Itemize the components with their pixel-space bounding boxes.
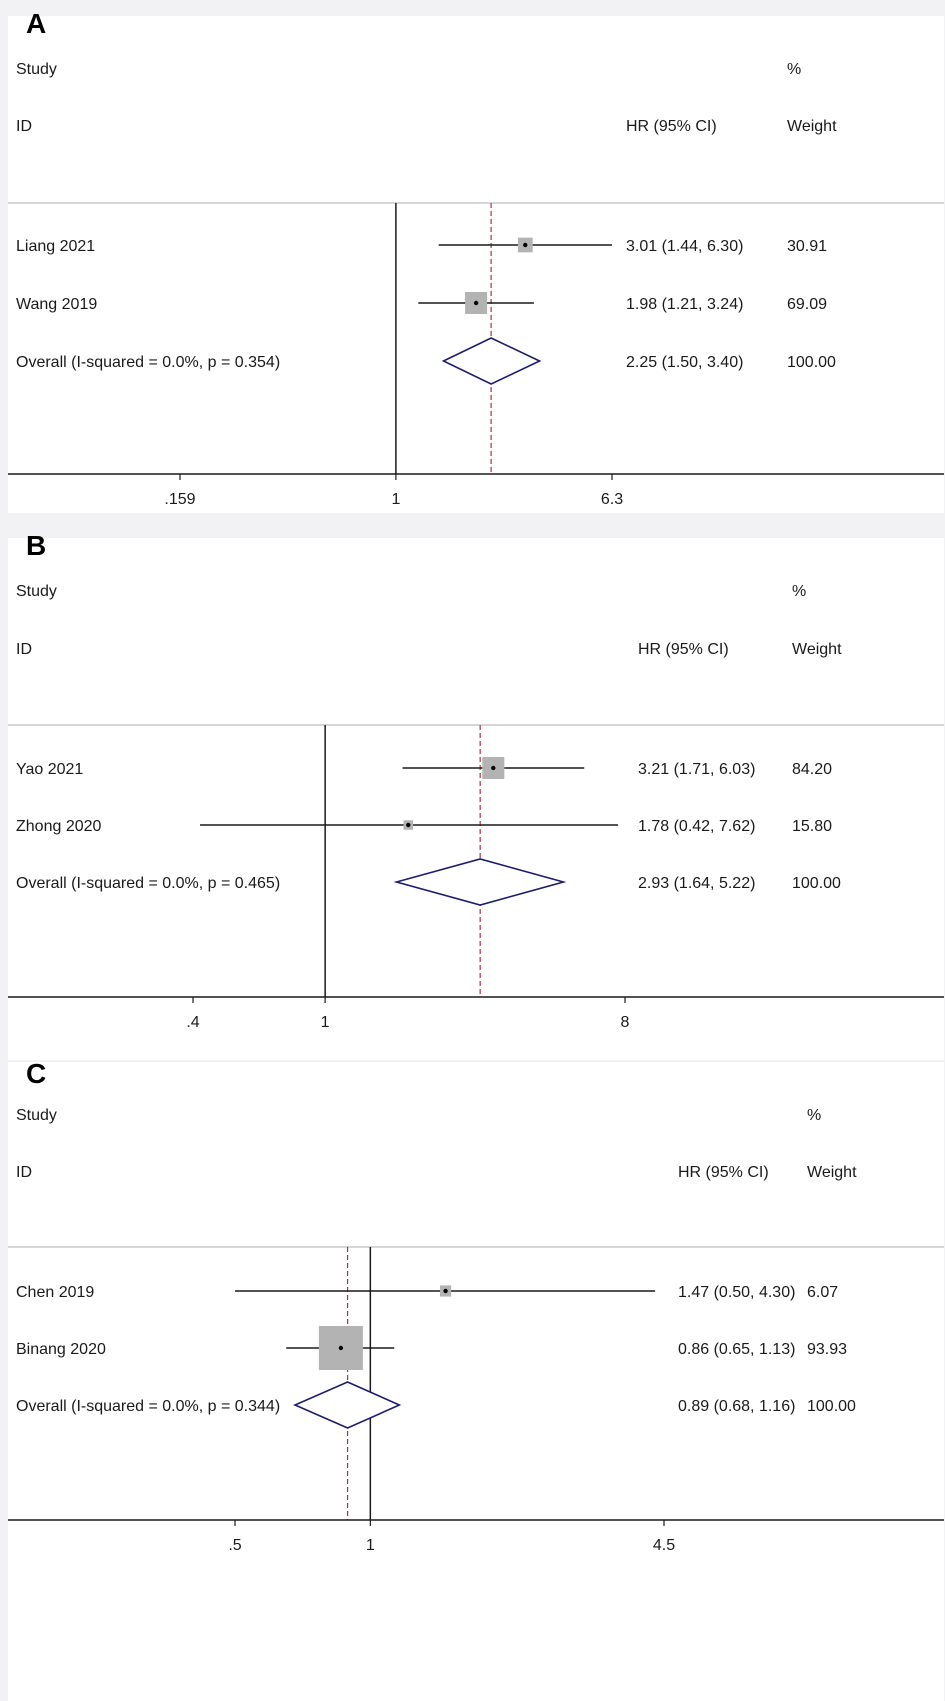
study-point-estimate — [339, 1346, 343, 1350]
panel-label: B — [26, 530, 47, 561]
overall-weight-text: 100.00 — [792, 875, 841, 892]
forest-plot-c — [8, 1062, 944, 1701]
x-tick-label: 8 — [620, 1014, 630, 1031]
header-id: ID — [16, 1164, 32, 1181]
study-ci-text: 1.98 (1.21, 3.24) — [626, 296, 744, 313]
study-weight-text: 15.80 — [792, 818, 833, 835]
header-percent: % — [792, 583, 807, 600]
study-name: Binang 2020 — [16, 1341, 106, 1358]
header-percent: % — [807, 1107, 822, 1124]
study-point-estimate — [443, 1289, 447, 1293]
study-ci-text: 3.01 (1.44, 6.30) — [626, 238, 744, 255]
study-weight-text: 84.20 — [792, 761, 833, 778]
x-tick-label: 6.3 — [600, 491, 624, 508]
header-study: Study — [16, 61, 57, 78]
header-effect: HR (95% CI) — [638, 641, 729, 658]
study-ci-text: 1.78 (0.42, 7.62) — [638, 818, 756, 835]
header-weight: Weight — [787, 118, 837, 135]
overall-label: Overall (I-squared = 0.0%, p = 0.344) — [16, 1398, 281, 1415]
x-tick-label: 4.5 — [652, 1537, 676, 1554]
x-tick-label: 1 — [391, 491, 401, 508]
forest-plot-a — [8, 16, 944, 513]
overall-ci-text: 2.25 (1.50, 3.40) — [626, 354, 744, 371]
overall-diamond — [295, 1382, 399, 1428]
study-point-estimate — [474, 301, 478, 305]
study-name: Yao 2021 — [16, 761, 84, 778]
forest-panel-a — [8, 8, 944, 513]
study-name: Chen 2019 — [16, 1284, 95, 1301]
study-name: Zhong 2020 — [16, 818, 102, 835]
study-ci-text: 3.21 (1.71, 6.03) — [638, 761, 756, 778]
study-name: Wang 2019 — [16, 296, 98, 313]
panel-label: C — [26, 1058, 47, 1089]
header-weight: Weight — [807, 1164, 857, 1181]
panel-label: A — [26, 8, 47, 39]
forest-panel-b — [8, 530, 944, 1060]
overall-ci-text: 2.93 (1.64, 5.22) — [638, 875, 756, 892]
overall-diamond — [396, 859, 563, 905]
study-point-estimate — [406, 823, 410, 827]
x-tick-label: 1 — [320, 1014, 330, 1031]
study-point-estimate — [523, 243, 527, 247]
overall-weight-text: 100.00 — [787, 354, 836, 371]
header-id: ID — [16, 118, 32, 135]
header-id: ID — [16, 641, 32, 658]
x-tick-label: 1 — [365, 1537, 375, 1554]
header-effect: HR (95% CI) — [678, 1164, 769, 1181]
study-ci-text: 0.86 (0.65, 1.13) — [678, 1341, 796, 1358]
header-percent: % — [787, 61, 802, 78]
study-ci-text: 1.47 (0.50, 4.30) — [678, 1284, 796, 1301]
study-name: Liang 2021 — [16, 238, 96, 255]
header-effect: HR (95% CI) — [626, 118, 717, 135]
forest-panel-c — [8, 1058, 944, 1701]
study-weight-text: 30.91 — [787, 238, 828, 255]
header-study: Study — [16, 1107, 57, 1124]
overall-ci-text: 0.89 (0.68, 1.16) — [678, 1398, 796, 1415]
study-weight-text: 69.09 — [787, 296, 828, 313]
overall-weight-text: 100.00 — [807, 1398, 856, 1415]
x-tick-label: .159 — [164, 491, 196, 508]
forest-plot-b — [8, 538, 944, 1060]
overall-label: Overall (I-squared = 0.0%, p = 0.354) — [16, 354, 281, 371]
study-point-estimate — [491, 766, 495, 770]
overall-label: Overall (I-squared = 0.0%, p = 0.465) — [16, 875, 281, 892]
header-weight: Weight — [792, 641, 842, 658]
header-study: Study — [16, 583, 57, 600]
overall-diamond — [444, 338, 540, 384]
study-weight-text: 6.07 — [807, 1284, 839, 1301]
study-weight-text: 93.93 — [807, 1341, 848, 1358]
x-tick-label: .4 — [186, 1014, 200, 1031]
x-tick-label: .5 — [228, 1537, 242, 1554]
